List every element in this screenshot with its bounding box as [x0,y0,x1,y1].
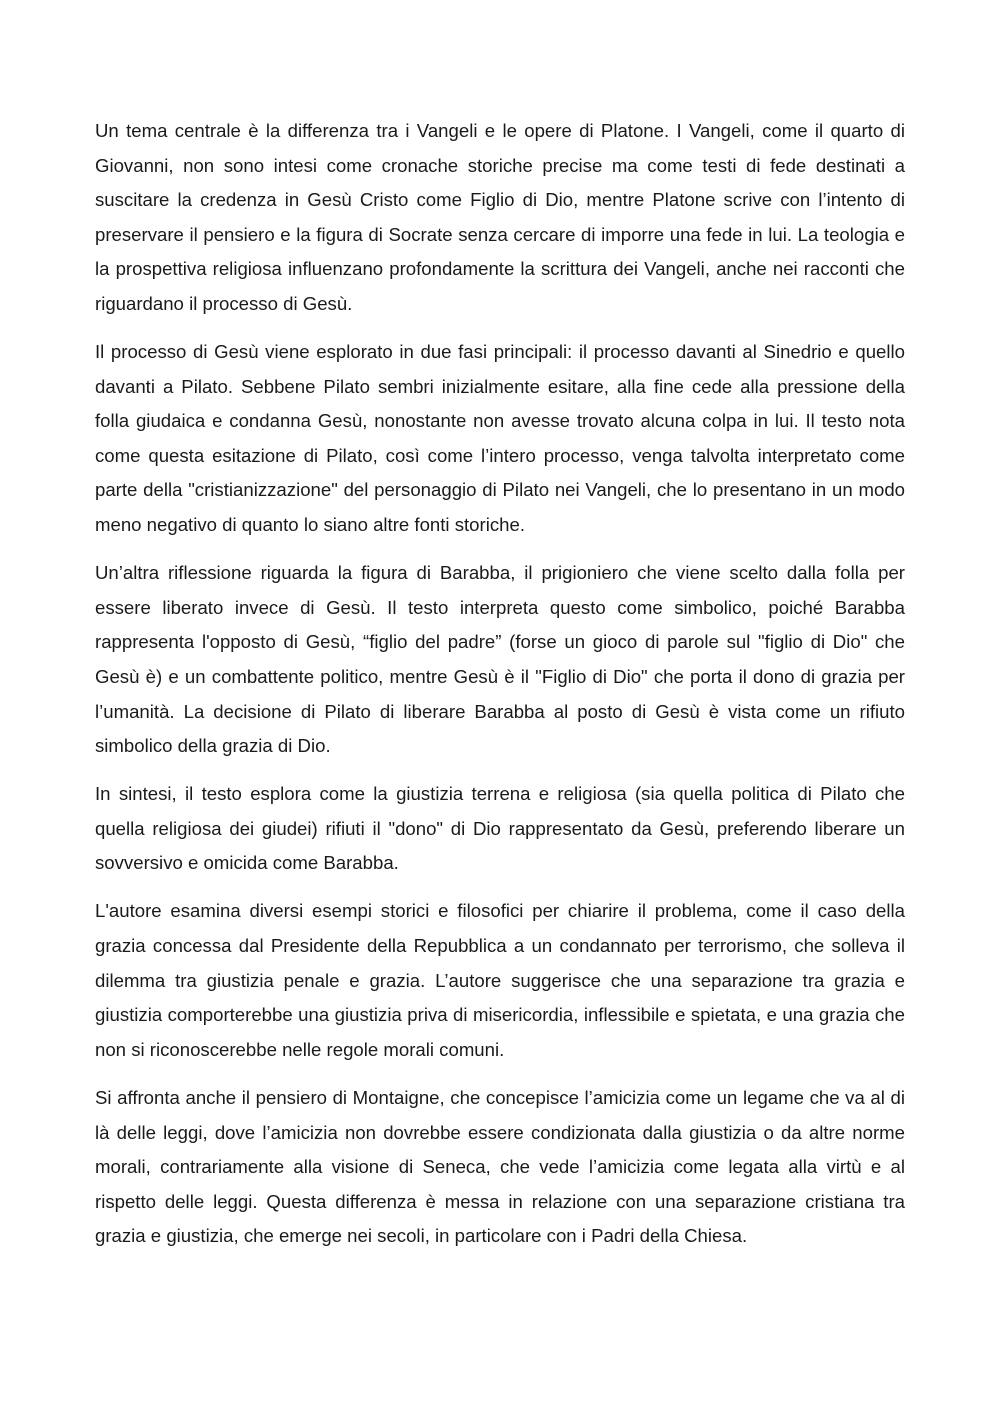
paragraph-grace-and-justice: L'autore esamina diversi esempi storici e filosofici per chiarire il problema, come il caso della grazia concessa dal Presidente della Repubblica a un condannato per terrorismo, che solleva il dilemma tra giustizia penale e grazia. L’autore suggerisce che una separazione tra grazia e giustizia comporterebbe una giustizia priva di misericordia, inflessibile e spietata, e una grazia che non si riconoscerebbe nelle regole morali comuni. [95,900,905,1060]
paragraph-barabbas: Un’altra riflessione riguarda la figura di Barabba, il prigioniero che viene scelto dalla folla per essere liberato invece di Gesù. Il testo interpreta questo come simbolico, poiché Barabba rappresenta l'opposto di Gesù, “figlio del padre” (forse un gioco di parole sul "figlio di Dio" che Gesù è) e un combattente politico, mentre Gesù è il "Figlio di Dio" che porta il dono di grazia per l’umanità. La decisione di Pilato di liberare Barabba al posto di Gesù è vista come un rifiuto simbolico della grazia di Dio. [95,562,905,757]
paragraph-gospels-vs-plato: Un tema centrale è la differenza tra i Vangeli e le opere di Platone. I Vangeli, come il quarto di Giovanni, non sono intesi come cronache storiche precise ma come testi di fede destinati a suscitare la credenza in Gesù Cristo come Figlio di Dio, mentre Platone scrive con l’intento di preservare il pensiero e la figura di Socrate senza cercare di imporre una fede in lui. La teologia e la prospettiva religiosa influenzano profondamente la scrittura dei Vangeli, anche nei racconti che riguardano il processo di Gesù. [95,120,905,314]
paragraph-summary: In sintesi, il testo esplora come la giustizia terrena e religiosa (sia quella politica di Pilato che quella religiosa dei giudei) rifiuti il "dono" di Dio rappresentato da Gesù, preferendo liberare un sovversivo e omicida come Barabba. [95,783,905,874]
paragraph-trial-of-jesus: Il processo di Gesù viene esplorato in due fasi principali: il processo davanti al Sinedrio e quello davanti a Pilato. Sebbene Pilato sembri inizialmente esitare, alla fine cede alla pressione della folla giudaica e condanna Gesù, nonostante non avesse trovato alcuna colpa in lui. Il testo nota come questa esitazione di Pilato, così come l’intero processo, venga talvolta interpretato come parte della "cristianizzazione" del personaggio di Pilato nei Vangeli, che lo presentano in un modo meno negativo di quanto lo siano altre fonti storiche. [95,341,905,536]
paragraph-montaigne-friendship: Si affronta anche il pensiero di Montaigne, che concepisce l’amicizia come un legame che va al di là delle leggi, dove l’amicizia non dovrebbe essere condizionata dalla giustizia o da altre norme morali, contrariamente alla visione di Seneca, che vede l’amicizia come legata alla virtù e al rispetto delle leggi. Questa differenza è messa in relazione con una separazione cristiana tra grazia e giustizia, che emerge nei secoli, in particolare con i Padri della Chiesa. [95,1086,905,1247]
document-page [95,114,905,1254]
